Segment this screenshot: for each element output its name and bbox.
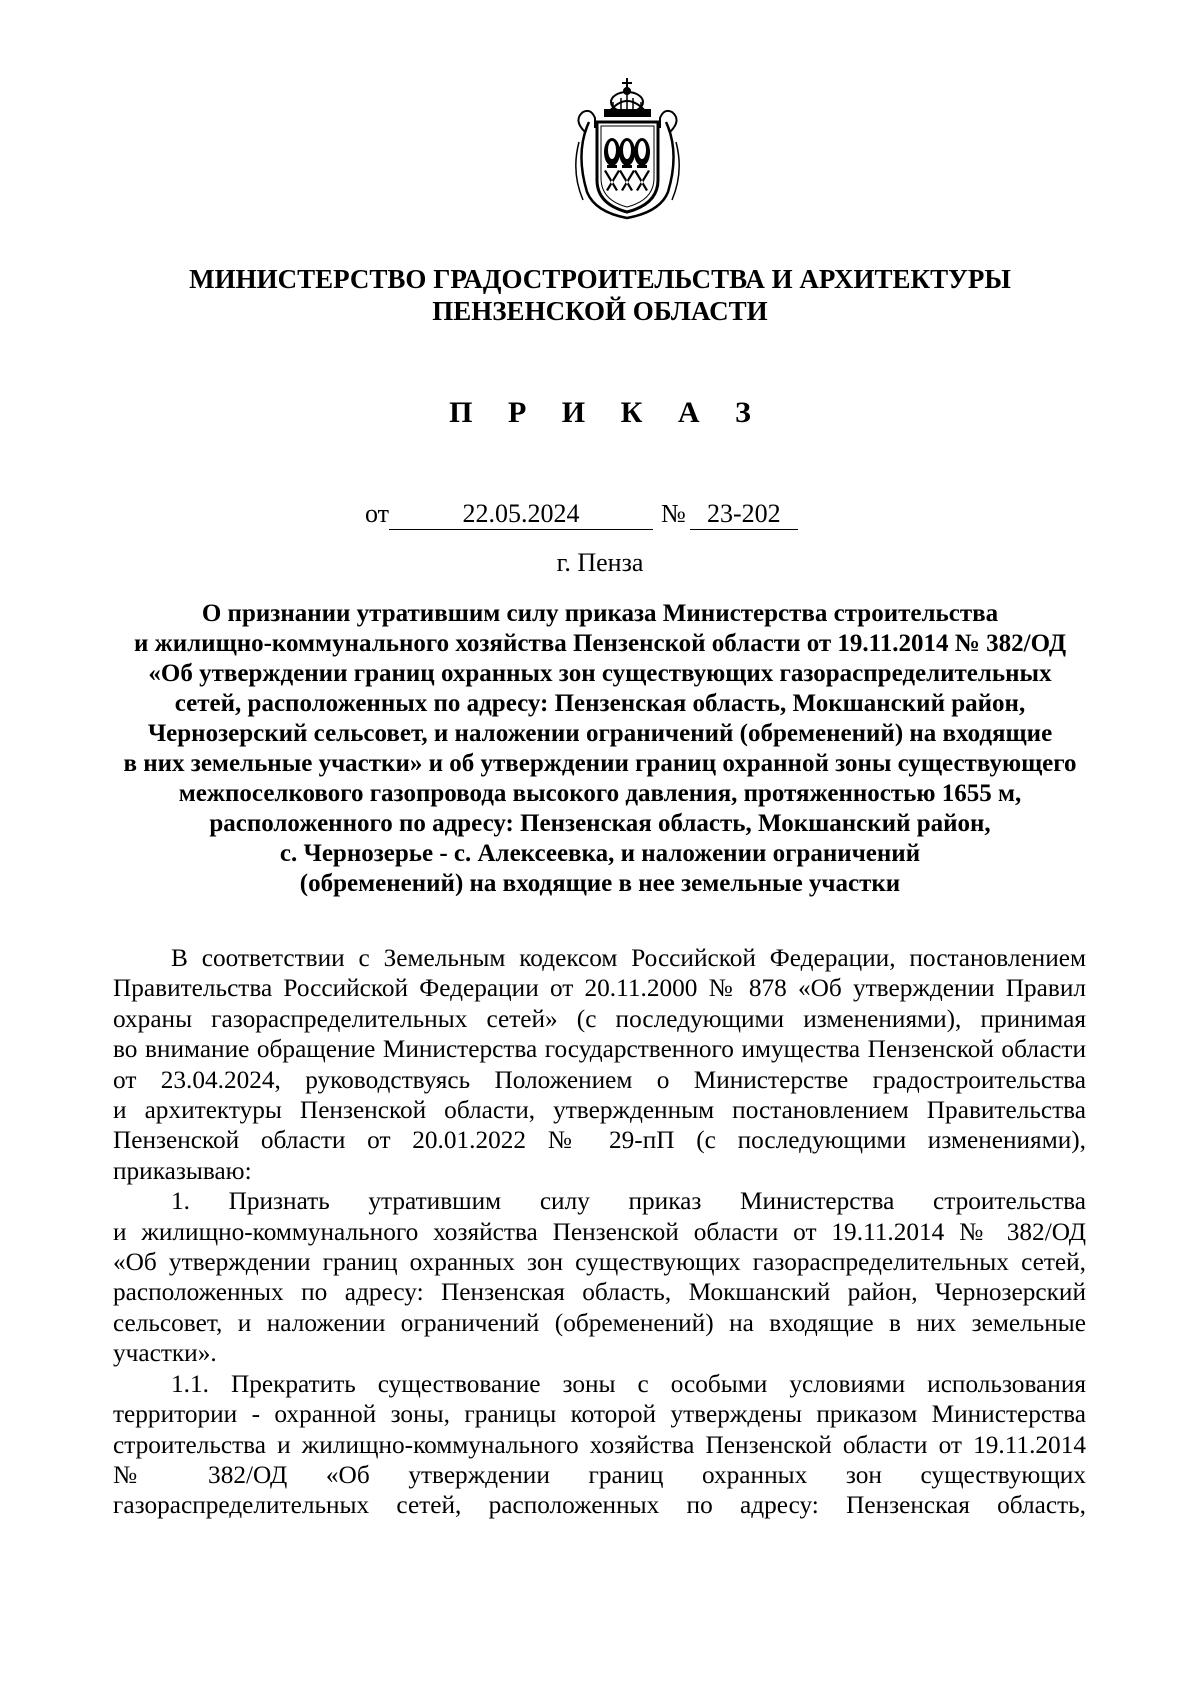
subject-line: расположенного по адресу: Пензенская область, Мокшанский район, bbox=[209, 810, 991, 837]
order-subject bbox=[110, 599, 1090, 899]
clause-1-1-line: территории - охранной зоны, границы которой утверждены приказом Министерства bbox=[113, 1400, 1086, 1429]
body-line: во внимание обращение Министерства государственного имущества Пензенской области bbox=[113, 1035, 1086, 1064]
city: г. Пенза bbox=[556, 548, 644, 577]
clause-1-1-line: № 382/ОД «Об утверждении границ охранных зон существующих bbox=[113, 1460, 1086, 1489]
date-prefix: от bbox=[365, 499, 390, 528]
body-line: Правительства Российской Федерации от 20.11.2000 № 878 «Об утверждении Правил bbox=[113, 974, 1086, 1003]
clause-1-line: участки». bbox=[113, 1339, 217, 1368]
subject-line: «Об утверждении границ охранных зон существующих газораспределительных bbox=[148, 660, 1052, 687]
body-line: приказываю: bbox=[113, 1156, 252, 1185]
body-line: от 23.04.2024, руководствуясь Положением о Министерстве градостроительства bbox=[113, 1065, 1086, 1094]
order-number: 23-202 bbox=[690, 499, 798, 530]
body-line: и архитектуры Пензенской области, утвержденным постановлением Правительства bbox=[113, 1096, 1086, 1125]
clause-1-1-line: газораспределительных сетей, расположенных по адресу: Пензенская область, bbox=[113, 1491, 1086, 1520]
body-line: Пензенской области от 20.01.2022 № 29-пП (с последующими изменениями), bbox=[113, 1126, 1086, 1155]
clause-1-line: «Об утверждении границ охранных зон существующих газораспределительных сетей, bbox=[113, 1248, 1086, 1277]
order-date: 22.05.2024 bbox=[389, 499, 653, 530]
subject-line: сетей, расположенных по адресу: Пензенская область, Мокшанский район, bbox=[174, 690, 1026, 717]
subject-line: Чернозерский сельсовет, и наложении ограничений (обременений) на входящие bbox=[147, 720, 1053, 747]
subject-line: в них земельные участки» и об утверждении границ охранной зоны существующего bbox=[123, 750, 1077, 777]
number-prefix: № bbox=[661, 499, 686, 528]
ministry-name-line2: ПЕНЗЕНСКОЙ ОБЛАСТИ bbox=[432, 296, 768, 326]
subject-line: с. Чернозерье - с. Алексеевка, и наложении ограничений bbox=[279, 840, 921, 867]
clause-1-1-line: строительства и жилищно-коммунального хозяйства Пензенской области от 19.11.2014 bbox=[113, 1430, 1086, 1459]
clause-1-line: сельсовет, и наложении ограничений (обременений) на входящие в них земельные bbox=[113, 1308, 1086, 1337]
body-line: В соответствии с Земельным кодексом Российской Федерации, постановлением bbox=[171, 944, 1086, 972]
penza-oblast-coat-of-arms-icon bbox=[565, 72, 690, 222]
ministry-name-line1: МИНИСТЕРСТВО ГРАДОСТРОИТЕЛЬСТВА И АРХИТЕКТУРЫ bbox=[189, 264, 1011, 294]
document-type-title: П Р И К А З bbox=[449, 396, 765, 429]
clause-1-line: и жилищно-коммунального хозяйства Пензенской области от 19.11.2014 № 382/ОД bbox=[113, 1217, 1086, 1246]
clause-1-line: расположенных по адресу: Пензенская область, Мокшанский район, Чернозерский bbox=[113, 1278, 1086, 1307]
subject-line: и жилищно-коммунального хозяйства Пензенской области от 19.11.2014 № 382/ОД bbox=[133, 630, 1067, 657]
subject-line: (обременений) на входящие в нее земельные участки bbox=[299, 870, 901, 897]
ministry-name bbox=[0, 263, 1200, 327]
subject-line: О признании утратившим силу приказа Министерства строительства bbox=[201, 600, 999, 627]
clause-1-line: 1. Признать утратившим силу приказ Министерства строительства bbox=[171, 1187, 1086, 1216]
body-line: охраны газораспределительных сетей» (с последующими изменениями), принимая bbox=[113, 1004, 1086, 1033]
date-number-line bbox=[365, 498, 798, 530]
order-body bbox=[113, 943, 1086, 1521]
clause-1-1-line: 1.1. Прекратить существование зоны с особыми условиями использования bbox=[171, 1369, 1086, 1398]
subject-line: межпоселкового газопровода высокого давления, протяженностью 1655 м, bbox=[178, 780, 1022, 807]
